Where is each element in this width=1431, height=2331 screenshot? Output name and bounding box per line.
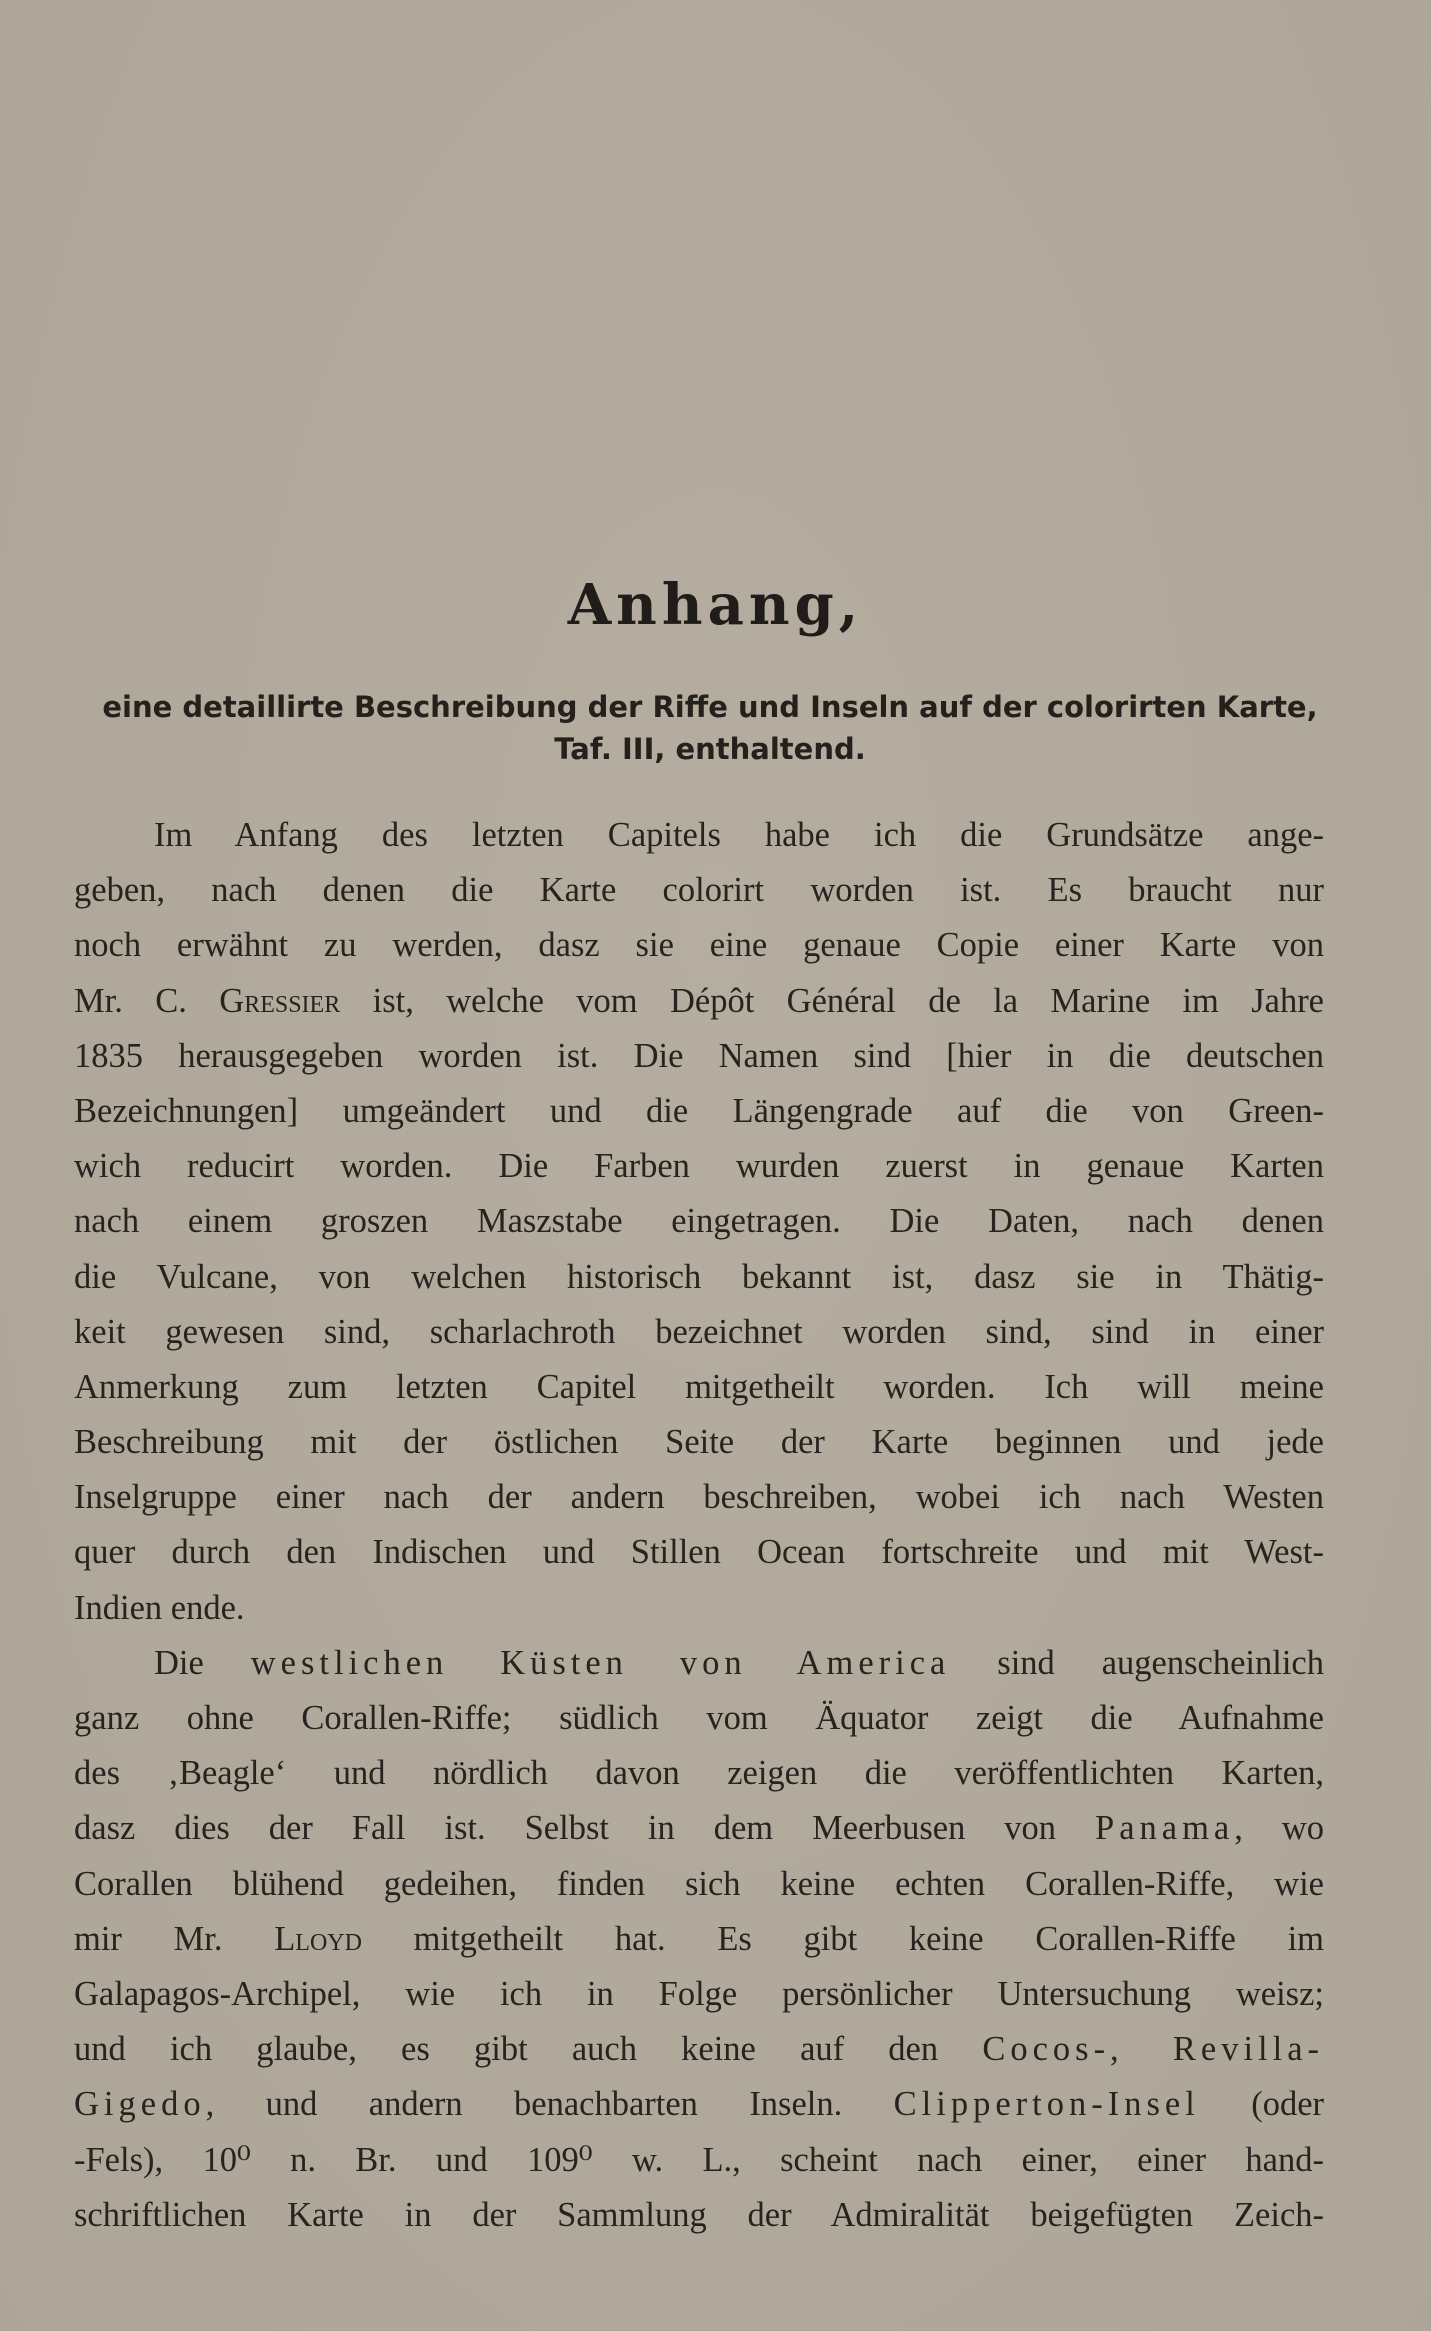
text-line: nach einem groszen Maszstabe eingetragen. Die Daten, nach denen [74,1202,1324,1241]
author-name: Lloyd [274,1919,362,1958]
heading-subtitle [80,686,1340,770]
text-line: mir Mr. Lloyd mitgetheilt hat. Es gibt keine Corallen-Riffe im [74,1919,1324,1958]
text-line: -Fels), 10⁰ n. Br. und 109⁰ w. L., scheint nach einer, einer hand- [74,2140,1324,2179]
text-line: Indien ende. [74,1588,245,1627]
text-line: Anmerkung zum letzten Capitel mitgetheilt worden. Ich will meine [74,1367,1324,1406]
text-line: Im Anfang des letzten Capitels habe ich die Grundsätze ange- [154,816,1324,854]
text-line: Bezeichnungen] umgeändert und die Längengrade auf die von Green- [74,1091,1324,1130]
text-line: geben, nach denen die Karte colorirt worden ist. Es braucht nur [74,871,1324,910]
text-line: Mr. C. Gressier ist, welche vom Dépôt Général de la Marine im Jahre [74,981,1324,1020]
text-line: Galapagos-Archipel, wie ich in Folge persönlicher Untersuchung weisz; [74,1974,1324,2013]
text-line: die Vulcane, von welchen historisch bekannt ist, dasz sie in Thätig- [74,1257,1324,1296]
text-line: ganz ohne Corallen-Riffe; südlich vom Äquator zeigt die Aufnahme [74,1699,1324,1737]
author-name: Gressier [219,981,341,1020]
spaced-term: Gigedo [74,2085,206,2124]
text-line: Corallen blühend gedeihen, finden sich keine echten Corallen-Riffe, wie [74,1864,1324,1903]
text-line: schriftlichen Karte in der Sammlung der Admiralität beigefügten Zeich- [74,2195,1324,2234]
text-line: Gigedo, und andern benachbarten Inseln. Clipperton-Insel (oder [74,2085,1324,2124]
text-line: keit gewesen sind, scharlachroth bezeichnet worden sind, sind in einer [74,1312,1324,1351]
spaced-term: Panama [1095,1809,1235,1848]
page-heading: Anhang, [567,572,864,638]
spaced-term: Cocos-, Revilla- [982,2030,1324,2069]
text-line: Beschreibung mit der östlichen Seite der Karte beginnen und jede [74,1423,1324,1462]
text-line: Inselgruppe einer nach der andern beschreiben, wobei ich nach Westen [74,1478,1324,1517]
text-line: und ich glaube, es gibt auch keine auf den Cocos-, Revilla- [74,2030,1324,2069]
text-line: des ‚Beagle‘ und nördlich davon zeigen die veröffentlichten Karten, [74,1754,1324,1793]
text-line: dasz dies der Fall ist. Selbst in dem Meerbusen von Panama, wo [74,1809,1324,1848]
subtitle-line: Taf. III, enthaltend. [554,732,866,766]
body-text [74,808,1324,2243]
spaced-term: westlichen Küsten von America [250,1643,951,1682]
spaced-term: Clipperton-Insel [893,2085,1200,2124]
text-line: Die westlichen Küsten von America sind augenscheinlich [154,1643,1324,1682]
text-line: quer durch den Indischen und Stillen Ocean fortschreite und mit West- [74,1533,1324,1572]
text-line: 1835 herausgegeben worden ist. Die Namen sind [hier in die deutschen [74,1036,1324,1075]
text-line: noch erwähnt zu werden, dasz sie eine genaue Copie einer Karte von [74,926,1324,965]
text-line: wich reducirt worden. Die Farben wurden zuerst in genaue Karten [74,1147,1324,1186]
subtitle-line: eine detaillirte Beschreibung der Riffe und Inseln auf der colorirten Karte, [102,690,1318,724]
